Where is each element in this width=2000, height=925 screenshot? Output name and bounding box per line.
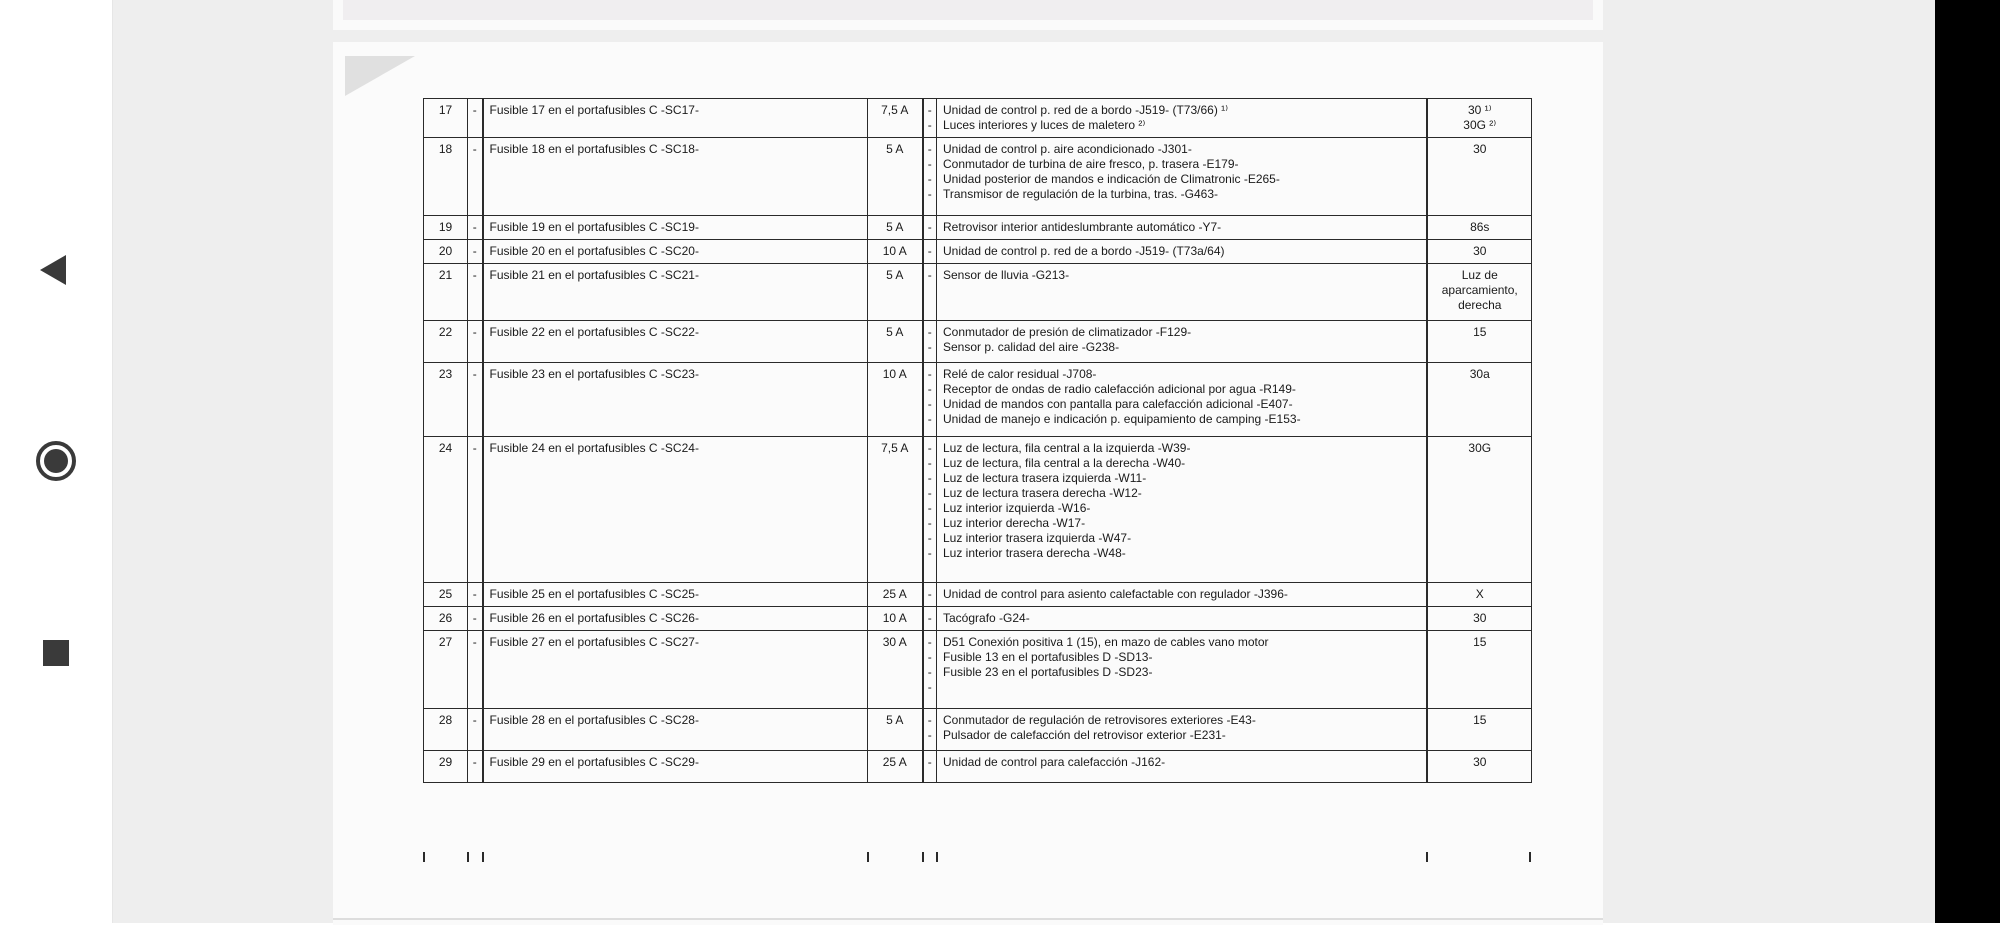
- table-row: [424, 99, 1532, 138]
- fuse-number: 17: [424, 99, 468, 138]
- row-dash: -: [468, 264, 483, 321]
- consumer-dashes: - - - -: [923, 138, 937, 216]
- consumer-dashes: -: [923, 751, 937, 783]
- back-button[interactable]: [0, 235, 112, 305]
- consumer-dashes: -: [923, 240, 937, 264]
- fuse-number: 23: [424, 363, 468, 437]
- consumer-item: [943, 680, 1421, 695]
- consumer-list: [937, 264, 1427, 321]
- consumer-dashes: -: [923, 607, 937, 631]
- terminal-value: X: [1475, 587, 1484, 601]
- consumer-dashes: -: [923, 583, 937, 607]
- consumer-dashes: - - - -: [923, 631, 937, 709]
- row-dash: -: [468, 631, 483, 709]
- fuse-name: Fusible 19 en el portafusibles C -SC19-: [483, 216, 868, 240]
- fuse-name: Fusible 24 en el portafusibles C -SC24-: [483, 437, 868, 583]
- row-dash: -: [468, 583, 483, 607]
- terminal-designation: [1427, 99, 1532, 138]
- consumer-item: Unidad posterior de mandos e indicación de Climatronic -E265-: [943, 172, 1280, 186]
- consumer-list: [937, 709, 1427, 751]
- fuse-number: 21: [424, 264, 468, 321]
- recents-square-icon: [43, 640, 69, 666]
- table-row: [424, 138, 1532, 216]
- consumer-list: [937, 631, 1427, 709]
- terminal-value: 30: [1473, 611, 1487, 625]
- fuse-name: Fusible 26 en el portafusibles C -SC26-: [483, 607, 868, 631]
- consumer-list: [937, 363, 1427, 437]
- row-dash: -: [468, 321, 483, 363]
- consumer-item: Pulsador de calefacción del retrovisor exterior -E231-: [943, 728, 1226, 742]
- table-row: [424, 583, 1532, 607]
- fuse-amperage: 5 A: [868, 264, 923, 321]
- consumer-item: Unidad de control p. red de a bordo -J519- (T73a/64): [943, 244, 1225, 258]
- fuse-name: Fusible 27 en el portafusibles C -SC27-: [483, 631, 868, 709]
- terminal-value: 86s: [1470, 220, 1490, 234]
- terminal-designation: [1427, 216, 1532, 240]
- table-row: [424, 709, 1532, 751]
- fuse-amperage: 25 A: [868, 583, 923, 607]
- previous-page-edge[interactable]: [333, 0, 1603, 30]
- consumer-dashes: -: [923, 264, 937, 321]
- fuse-amperage: 5 A: [868, 138, 923, 216]
- fuse-amperage: 5 A: [868, 709, 923, 751]
- table-row: [424, 321, 1532, 363]
- consumer-list: [937, 240, 1427, 264]
- terminal-designation: [1427, 709, 1532, 751]
- fuse-name: Fusible 20 en el portafusibles C -SC20-: [483, 240, 868, 264]
- terminal-value: aparcamiento,: [1441, 283, 1518, 297]
- terminal-value: 30: [1473, 142, 1487, 156]
- recents-button[interactable]: [0, 618, 112, 688]
- fuse-name: Fusible 18 en el portafusibles C -SC18-: [483, 138, 868, 216]
- terminal-value: derecha: [1458, 298, 1502, 312]
- terminal-value: 30: [1473, 244, 1487, 258]
- document-page[interactable]: [333, 42, 1603, 923]
- terminal-value: 30G: [1468, 441, 1492, 455]
- row-dash: -: [468, 138, 483, 216]
- consumer-item: Luz interior derecha -W17-: [943, 516, 1086, 530]
- navigation-bar: [0, 0, 113, 923]
- fuse-number: 29: [424, 751, 468, 783]
- terminal-designation: [1427, 583, 1532, 607]
- consumer-item: Receptor de ondas de radio calefacción adicional por agua -R149-: [943, 382, 1296, 396]
- consumer-item: Conmutador de presión de climatizador -F129-: [943, 325, 1192, 339]
- consumer-dashes: - - - -: [923, 363, 937, 437]
- row-dash: -: [468, 437, 483, 583]
- fuse-number: 25: [424, 583, 468, 607]
- consumer-list: [937, 607, 1427, 631]
- screen-edge: [1935, 0, 2000, 923]
- fuse-number: 24: [424, 437, 468, 583]
- table-row: [424, 437, 1532, 583]
- page-fold-mark: [345, 56, 415, 96]
- table-continuation: [423, 852, 1531, 862]
- consumer-item: Relé de calor residual -J708-: [943, 367, 1097, 381]
- consumer-item: Sensor p. calidad del aire -G238-: [943, 340, 1120, 354]
- fuse-amperage: 10 A: [868, 607, 923, 631]
- fuse-amperage: 30 A: [868, 631, 923, 709]
- consumer-item: Unidad de mandos con pantalla para calefacción adicional -E407-: [943, 397, 1293, 411]
- terminal-value: 15: [1473, 713, 1487, 727]
- terminal-designation: [1427, 321, 1532, 363]
- table-row: [424, 216, 1532, 240]
- table-row: [424, 363, 1532, 437]
- consumer-item: Luz interior trasera izquierda -W47-: [943, 531, 1132, 545]
- fuse-name: Fusible 29 en el portafusibles C -SC29-: [483, 751, 868, 783]
- fuse-number: 26: [424, 607, 468, 631]
- consumer-dashes: - -: [923, 321, 937, 363]
- terminal-designation: [1427, 363, 1532, 437]
- consumer-item: Luz de lectura, fila central a la izquierda -W39-: [943, 441, 1191, 455]
- terminal-value: 30: [1473, 755, 1487, 769]
- fuse-number: 18: [424, 138, 468, 216]
- fuse-number: 20: [424, 240, 468, 264]
- fuse-name: Fusible 21 en el portafusibles C -SC21-: [483, 264, 868, 321]
- terminal-designation: [1427, 751, 1532, 783]
- fuse-amperage: 5 A: [868, 321, 923, 363]
- terminal-designation: [1427, 437, 1532, 583]
- consumer-list: [937, 321, 1427, 363]
- terminal-designation: [1427, 138, 1532, 216]
- fuse-number: 28: [424, 709, 468, 751]
- fuse-amperage: 7,5 A: [868, 99, 923, 138]
- terminal-value: 30G ²⁾: [1463, 118, 1497, 132]
- fuse-number: 27: [424, 631, 468, 709]
- consumer-dashes: - -: [923, 99, 937, 138]
- consumer-list: [937, 437, 1427, 583]
- row-dash: -: [468, 240, 483, 264]
- terminal-value: Luz de: [1461, 268, 1498, 282]
- consumer-item: Transmisor de regulación de la turbina, tras. -G463-: [943, 187, 1219, 201]
- home-circle-icon: [36, 441, 76, 481]
- next-page-edge[interactable]: [333, 918, 1603, 925]
- back-triangle-icon: [40, 255, 66, 285]
- row-dash: -: [468, 709, 483, 751]
- fuse-number: 19: [424, 216, 468, 240]
- fuse-name: Fusible 17 en el portafusibles C -SC17-: [483, 99, 868, 138]
- fuse-amperage: 10 A: [868, 240, 923, 264]
- consumer-item: Fusible 23 en el portafusibles D -SD23-: [943, 665, 1153, 679]
- table-row: [424, 631, 1532, 709]
- consumer-item: Conmutador de turbina de aire fresco, p. trasera -E179-: [943, 157, 1239, 171]
- terminal-designation: [1427, 631, 1532, 709]
- terminal-value: 30a: [1469, 367, 1490, 381]
- fuse-table: [423, 98, 1532, 783]
- consumer-item: Luz interior trasera derecha -W48-: [943, 546, 1126, 560]
- table-row: [424, 240, 1532, 264]
- consumer-item: Unidad de manejo e indicación p. equipamiento de camping -E153-: [943, 412, 1301, 426]
- fuse-name: Fusible 23 en el portafusibles C -SC23-: [483, 363, 868, 437]
- terminal-designation: [1427, 264, 1532, 321]
- consumer-item: Unidad de control p. red de a bordo -J519- (T73/66) ¹⁾: [943, 103, 1229, 117]
- table-row: [424, 264, 1532, 321]
- consumer-list: [937, 138, 1427, 216]
- table-row: [424, 751, 1532, 783]
- row-dash: -: [468, 751, 483, 783]
- consumer-item: Luz interior izquierda -W16-: [943, 501, 1091, 515]
- consumer-item: Luz de lectura trasera izquierda -W11-: [943, 471, 1147, 485]
- home-button[interactable]: [0, 426, 112, 496]
- terminal-value: 30 ¹⁾: [1467, 103, 1492, 117]
- terminal-designation: [1427, 607, 1532, 631]
- consumer-item: Tacógrafo -G24-: [943, 611, 1030, 625]
- consumer-item: Sensor de lluvia -G213-: [943, 268, 1070, 282]
- fuse-amperage: 25 A: [868, 751, 923, 783]
- row-dash: -: [468, 607, 483, 631]
- row-dash: -: [468, 99, 483, 138]
- table-row: [424, 607, 1532, 631]
- fuse-name: Fusible 28 en el portafusibles C -SC28-: [483, 709, 868, 751]
- consumer-item: Unidad de control para calefacción -J162-: [943, 755, 1166, 769]
- consumer-item: Unidad de control para asiento calefactable con regulador -J396-: [943, 587, 1288, 601]
- fuse-number: 22: [424, 321, 468, 363]
- consumer-item: Unidad de control p. aire acondicionado -J301-: [943, 142, 1192, 156]
- consumer-list: [937, 99, 1427, 138]
- terminal-designation: [1427, 240, 1532, 264]
- consumer-item: Fusible 13 en el portafusibles D -SD13-: [943, 650, 1153, 664]
- consumer-item: Retrovisor interior antideslumbrante automático -Y7-: [943, 220, 1222, 234]
- fuse-name: Fusible 25 en el portafusibles C -SC25-: [483, 583, 868, 607]
- terminal-value: 15: [1473, 635, 1487, 649]
- consumer-list: [937, 751, 1427, 783]
- terminal-value: 15: [1473, 325, 1487, 339]
- consumer-list: [937, 583, 1427, 607]
- consumer-item: Luces interiores y luces de maletero ²⁾: [943, 118, 1146, 132]
- consumer-dashes: - - - - - - - -: [923, 437, 937, 583]
- fuse-amperage: 7,5 A: [868, 437, 923, 583]
- fuse-amperage: 5 A: [868, 216, 923, 240]
- consumer-item: Conmutador de regulación de retrovisores exteriores -E43-: [943, 713, 1256, 727]
- fuse-amperage: 10 A: [868, 363, 923, 437]
- consumer-item: Luz de lectura, fila central a la derecha -W40-: [943, 456, 1186, 470]
- fuse-name: Fusible 22 en el portafusibles C -SC22-: [483, 321, 868, 363]
- row-dash: -: [468, 216, 483, 240]
- consumer-item: D51 Conexión positiva 1 (15), en mazo de cables vano motor: [943, 635, 1269, 649]
- consumer-list: [937, 216, 1427, 240]
- consumer-dashes: - -: [923, 709, 937, 751]
- consumer-dashes: -: [923, 216, 937, 240]
- row-dash: -: [468, 363, 483, 437]
- consumer-item: Luz de lectura trasera derecha -W12-: [943, 486, 1142, 500]
